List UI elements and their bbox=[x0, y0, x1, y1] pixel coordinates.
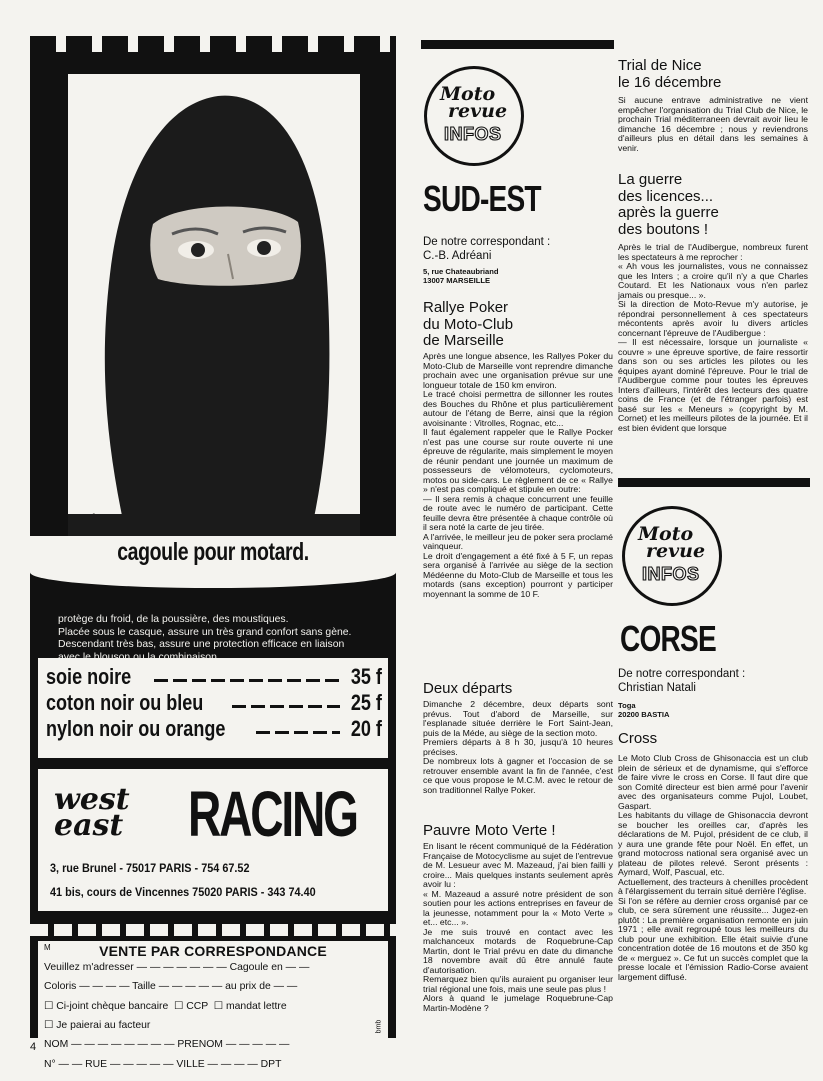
form-label: RUE bbox=[85, 1059, 108, 1070]
ad-cut-dashes bbox=[30, 924, 396, 936]
form-label: Taille bbox=[132, 981, 156, 992]
logo-revue-text: revue bbox=[646, 540, 706, 562]
article-body-guerre bbox=[618, 243, 808, 433]
balaclava-illustration bbox=[68, 74, 360, 554]
correspondent-address-line: Toga bbox=[618, 701, 636, 710]
logo-infos: INFOS bbox=[642, 564, 700, 584]
paragraph: Je me suis trouvé en contact avec les malchanceux motards de Roquebrune-Cap Martin, dont le Trial prévu en date du dimanche 18 novembre avait dû être annulé faute d'autorisation. bbox=[423, 926, 613, 975]
paragraph: Il faut également rappeler que le Rallye Pocker n'est pas une course sur route ouverte ni une épreuve de régularite, mais simplement le moyen de réunir pendant une journée un maximum de possesseurs de vélomoteurs, cyclomoteurs, motos ou side-cars. Le règlement de ce « Rallye » n'est pas compliqué et stipule en outre: bbox=[423, 427, 613, 494]
correspondent-name: Christian Natali bbox=[618, 682, 696, 694]
price-label: nylon noir ou orange bbox=[46, 716, 226, 741]
article-body-cross bbox=[618, 754, 808, 982]
correspondent-label: De notre correspondant : bbox=[423, 236, 551, 248]
brand-east: east bbox=[54, 808, 124, 843]
paragraph: — Il sera remis à chaque concurrent une feuille de route avec le numéro de participant. Cette feuille devra être présentée à chaque contrôle où il sera noté la carte de jeu tirée. bbox=[423, 493, 613, 532]
price-dashes bbox=[256, 731, 340, 734]
article-body-departs bbox=[423, 700, 613, 795]
region-heading-corse: CORSE bbox=[620, 618, 716, 659]
racing-logo: RACING bbox=[188, 778, 357, 850]
ad-description-line: protège du froid, de la poussière, des moustiques. bbox=[58, 614, 289, 625]
price-dashes bbox=[232, 705, 340, 708]
title-line: après la guerre bbox=[618, 204, 719, 221]
ad-top-dashes bbox=[30, 36, 396, 52]
paragraph: Après une longue absence, les Rallyes Poker du Moto-Club de Marseille vont reprendre dimanche prochain avec une organisation prévue sur une longueur totale de 150 km environ. bbox=[423, 351, 613, 390]
moto-revue-logo bbox=[622, 506, 722, 606]
balaclava-photo bbox=[68, 74, 360, 554]
logo-revue-text: revue bbox=[448, 100, 508, 122]
form-label: NOM bbox=[44, 1039, 69, 1050]
price-value: 35 f bbox=[350, 664, 382, 689]
article-body-rallye bbox=[423, 352, 613, 599]
correspondent-address-line: 5, rue Chateaubriand bbox=[423, 267, 499, 276]
westeast-logo bbox=[54, 782, 130, 843]
paragraph: Le droit d'engagement a été fixé à 5 F, un repas sera organisé à l'arrivée au siège de la section Médéenne du Moto-Club de Marseille et tous les motards (sans exception) pourront y participer moyennant la somme de 10 F. bbox=[423, 550, 613, 599]
correspondent-address-line: 13007 MARSEILLE bbox=[423, 276, 491, 285]
price-row bbox=[46, 664, 382, 688]
article-title-cross: Cross bbox=[618, 730, 658, 747]
paragraph: Le Moto Club Cross de Ghisonaccia est un club plein de sérieux et de dynamisme, qui s'efforce de faire vivre le cross en Corse. Il faut dire que son Comité directeur est bien armé pour l'avenir avec des organisateurs comme Pujol, Loubet, Gaspart. bbox=[618, 753, 808, 811]
price-dashes bbox=[154, 679, 340, 682]
form-check-label: CCP bbox=[186, 1001, 209, 1012]
ad-slogan: cagoule pour motard. bbox=[117, 538, 309, 566]
correspondent-label: De notre correspondant : bbox=[618, 668, 746, 680]
article-title-rallye bbox=[423, 300, 513, 350]
title-line: Trial de Nice bbox=[618, 57, 702, 74]
paragraph: Les habitants du village de Ghisonaccia devront se boucher les oreilles car, d'après les déclarations de M. Pujol, président de ce club, il y aura une grande fête pour Noël. En effet, un grand motocross national sera organisé avec un plateau de pilotes relevé. Seront présents : Aymard, Wolf, Pascual, etc. bbox=[618, 810, 808, 877]
price-label: soie noire bbox=[46, 664, 132, 689]
paragraph: Actuellement, des tracteurs à chenilles procèdent à l'élargissement du terrain situé derrière l'église. bbox=[618, 876, 808, 896]
paragraph: Si aucune entrave administrative ne vient empêcher l'organisation du Trial Club de Nice, le prochain Trial méditerraneen devrait avoir lieu le dimanche 16 décembre ; nous y reviendrons d'ailleurs plus en détail dans les semaines à venir. bbox=[618, 95, 808, 153]
article-title-guerre bbox=[618, 172, 719, 238]
title-line: du Moto-Club bbox=[423, 315, 514, 333]
form-label: N° bbox=[44, 1059, 56, 1070]
form-check-label: Je paierai au facteur bbox=[56, 1020, 151, 1031]
correspondent-name: C.-B. Adréani bbox=[423, 250, 492, 262]
price-label: coton noir ou bleu bbox=[46, 690, 204, 715]
title-line: La guerre bbox=[618, 171, 683, 188]
form-label: Coloris bbox=[44, 981, 77, 992]
logo-moto-revue bbox=[440, 83, 508, 122]
article-title-pauvre: Pauvre Moto Verte ! bbox=[423, 822, 556, 839]
form-label: Veuillez m'adresser bbox=[44, 962, 134, 973]
form-mr: M bbox=[44, 943, 51, 952]
form-label: PRENOM bbox=[177, 1039, 223, 1050]
ad-description-line: Placée sous le casque, assure un très grand confort sans gène. bbox=[58, 626, 352, 638]
logo-moto-text: Moto bbox=[638, 523, 694, 545]
article-title-departs: Deux départs bbox=[423, 680, 513, 697]
article-title-nice bbox=[618, 58, 721, 91]
form-label: VILLE bbox=[176, 1059, 205, 1070]
column-rule bbox=[421, 40, 614, 49]
logo-infos: INFOS bbox=[444, 124, 502, 144]
form-check-label: Ci-joint chèque bancaire bbox=[56, 1001, 169, 1012]
page-number: 4 bbox=[30, 1041, 37, 1053]
designer-credit: bmb bbox=[375, 1019, 383, 1034]
paragraph: Dimanche 2 décembre, deux départs sont prévus. Tout d'abord de Marseille, sur l'esplanade située derrière le Fort Saint-Jean, puis de la Méde, au siège de la section moto. bbox=[423, 699, 613, 738]
form-row-4: ☐ Je paierai au facteur bbox=[44, 1020, 151, 1031]
form-row-5: NOM — — — — — — — — PRENOM — — — — — bbox=[44, 1039, 290, 1050]
form-row-2: Coloris — — — — Taille — — — — — au prix de — — bbox=[44, 981, 298, 992]
paragraph: « M. Mazeaud a assuré notre président de son soutien pour les actions entreprises en faveur de la jeunesse, notamment pour la « Moto Verte » et... etc... ». bbox=[423, 888, 613, 927]
region-heading-sud-est: SUD-EST bbox=[423, 178, 541, 219]
title-line: de Marseille bbox=[423, 332, 504, 349]
form-label: au prix de bbox=[225, 981, 271, 992]
brand-west: west bbox=[54, 782, 130, 817]
paragraph: Alors à quand le jumelage Roquebrune-Cap Martin-Modène ? bbox=[423, 993, 613, 1013]
paragraph: Après le trial de l'Audibergue, nombreux furent les spectateurs à me reprocher : bbox=[618, 242, 808, 262]
shop-address-1: 3, rue Brunel - 75017 PARIS - 754 67.52 bbox=[50, 861, 250, 875]
form-label: DPT bbox=[260, 1059, 282, 1070]
title-line: le 16 décembre bbox=[618, 73, 722, 91]
paragraph: « Ah vous les journalistes, vous ne connaissez que les Inters ; a croire qu'il n'y a que Charles Coutard. Et les Nationaux vous n'en parlez jamais ou presque... ». bbox=[618, 261, 808, 300]
paragraph: De nombreux lots à gagner et l'occasion de se retrouver ensemble avant la fin de l'année, c'est ce que vous propose le M.C.M. avec le retour de son traditionnel Rallye Poker. bbox=[423, 756, 613, 795]
article-body-nice bbox=[618, 96, 808, 153]
ad-description-line: Descendant très bas, assure une protection efficace en liaison bbox=[58, 639, 345, 651]
article-body-pauvre bbox=[423, 842, 613, 1013]
racing-advertisement bbox=[30, 36, 396, 1070]
title-line: des boutons ! bbox=[618, 220, 709, 238]
form-title: VENTE PAR CORRESPONDANCE bbox=[99, 943, 327, 959]
price-row bbox=[46, 690, 382, 714]
price-row bbox=[46, 716, 382, 740]
shop-address-2: 41 bis, cours de Vincennes 75020 PARIS - 343 74.40 bbox=[50, 885, 316, 899]
form-row-6: N° — — RUE — — — — — VILLE — — — — DPT bbox=[44, 1059, 282, 1070]
logo-moto-revue bbox=[638, 523, 706, 562]
title-line: Rallye Poker bbox=[423, 299, 509, 316]
paragraph: Si la direction de Moto-Revue m'y autorise, je répondrai personnellement à ces spectateurs mécontents après avoir lu divers articles concernant l'épreuve de l'Audibergue : bbox=[618, 299, 808, 338]
paragraph: Remarquez bien qu'ils auraient pu organiser leur trial régional une fois, mais une seule pas plus ! bbox=[423, 974, 613, 994]
price-value: 20 f bbox=[350, 716, 382, 741]
paragraph: Le tracé choisi permettra de sillonner les routes des Bouches du Rhône et plus particulièrement autour de l'étang de Berre, ainsi que la région avoisinante : Vitrolles, Rognac, etc... bbox=[423, 389, 613, 428]
form-check-label: mandat lettre bbox=[226, 1001, 287, 1012]
paragraph: — Il est nécessaire, lorsque un journaliste « couvre » une épreuve sportive, de faire ressortir dans son ou ses articles les pilotes ou les équipes ayant dominé l'épreuve. Pour le trial de l'Audibergue comme pour toutes les épreuves Inters d'ailleurs, l'intérêt des lecteurs des quatre coins de France (et de l'étranger parfois) est basé sur les « Meneurs » (copyright by M. Cornet) et les meilleurs pilotes de la journée. Et il est bien évident que lorsque bbox=[618, 337, 808, 433]
paragraph: Si l'on se réfère au dernier cross organisé par ce club, ce sera sûrement une réussite... Jugez-en plutôt : La première organisation remonte en juin 1971 ; elle avait regroupé tous les meilleurs du club pour une exhibition. Elle était suivie d'une concentration dotée de 16 moutons et de 350 kg de « merguez ». Ce fut un succès complet que la presse locale et l'émission Radio-Corse avaient largement diffusé. bbox=[618, 895, 808, 982]
title-line: des licences... bbox=[618, 187, 714, 205]
form-row-1: Veuillez m'adresser — — — — — — — Cagoule en — — bbox=[44, 962, 310, 973]
brand-block bbox=[38, 769, 388, 911]
correspondent-address-line: 20200 BASTIA bbox=[618, 710, 670, 719]
column-rule bbox=[618, 478, 810, 487]
paragraph: En lisant le récent communiqué de la Fédération Française de Motocyclisme au sujet de l'entrevue de M. Lesueur avec M. Mazeaud, j'ai bien failli y croire... Mais quelques instants seulement après avoir lu : bbox=[423, 841, 613, 889]
moto-revue-logo bbox=[424, 66, 524, 166]
order-form bbox=[38, 941, 388, 1081]
form-row-3: ☐ Ci-joint chèque bancaire ☐ CCP ☐ mandat lettre bbox=[44, 1001, 287, 1012]
paragraph: A l'arrivée, le meilleur jeu de poker sera proclamé vainqueur. bbox=[423, 531, 613, 551]
logo-moto-text: Moto bbox=[440, 83, 496, 105]
paragraph: Premiers départs à 8 h 30, jusqu'à 10 heures précises. bbox=[423, 737, 613, 757]
price-list bbox=[38, 658, 388, 758]
price-value: 25 f bbox=[350, 690, 382, 715]
form-label: Cagoule en bbox=[229, 962, 283, 973]
